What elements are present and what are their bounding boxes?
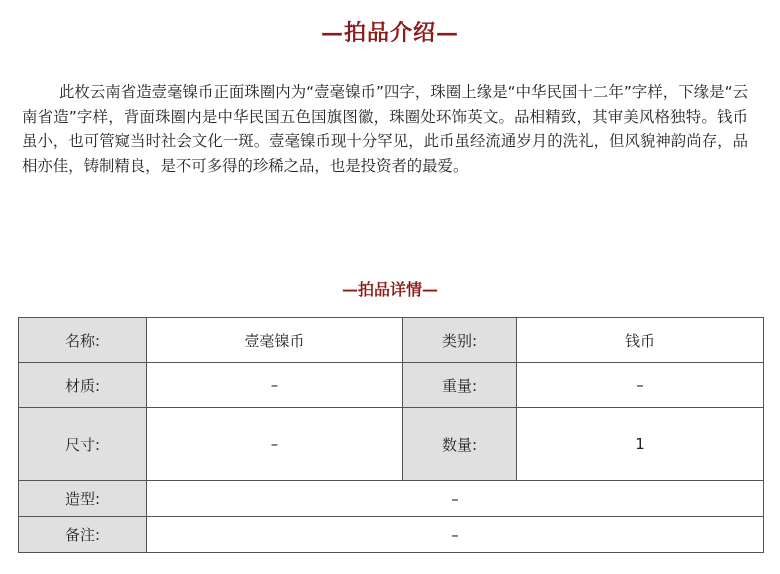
- intro-section-title: —拍品介绍—: [320, 20, 459, 46]
- table-row: [19, 318, 764, 363]
- remark-label: 备注:: [19, 517, 147, 553]
- name-value: 壹毫镍币: [147, 318, 403, 363]
- weight-value: –: [517, 363, 764, 408]
- details-table: [18, 317, 764, 553]
- category-value: 钱币: [517, 318, 764, 363]
- category-label: 类别:: [403, 318, 517, 363]
- table-row: [19, 481, 764, 517]
- size-label: 尺寸:: [19, 408, 147, 481]
- shape-label: 造型:: [19, 481, 147, 517]
- weight-label: 重量:: [403, 363, 517, 408]
- table-row: [19, 517, 764, 553]
- size-value: –: [147, 408, 403, 481]
- table-row: [19, 408, 764, 481]
- shape-value: –: [147, 481, 764, 517]
- quantity-label: 数量:: [403, 408, 517, 481]
- table-row: [19, 363, 764, 408]
- material-label: 材质:: [19, 363, 147, 408]
- quantity-value: 1: [517, 408, 764, 481]
- intro-paragraph: 此枚云南省造壹毫镍币正面珠圈内为“壹毫镍币”四字，珠圈上缘是“中华民国十二年”字样，下缘是“云南省造”字样，背面珠圈内是中华民国五色国旗图徽，珠圈处环饰英文。品相精致，其审美风格独特。钱币虽小，也可管窥当时社会文化一斑。壹毫镍币现十分罕见，此币虽经流通岁月的洗礼，但风貌神韵尚存，品相亦佳，铸制精良，是不可多得的珍稀之品，也是投资者的最爱。: [22, 83, 748, 175]
- details-section-title: —拍品详情—: [341, 280, 438, 299]
- remark-value: –: [147, 517, 764, 553]
- name-label: 名称:: [19, 318, 147, 363]
- material-value: –: [147, 363, 403, 408]
